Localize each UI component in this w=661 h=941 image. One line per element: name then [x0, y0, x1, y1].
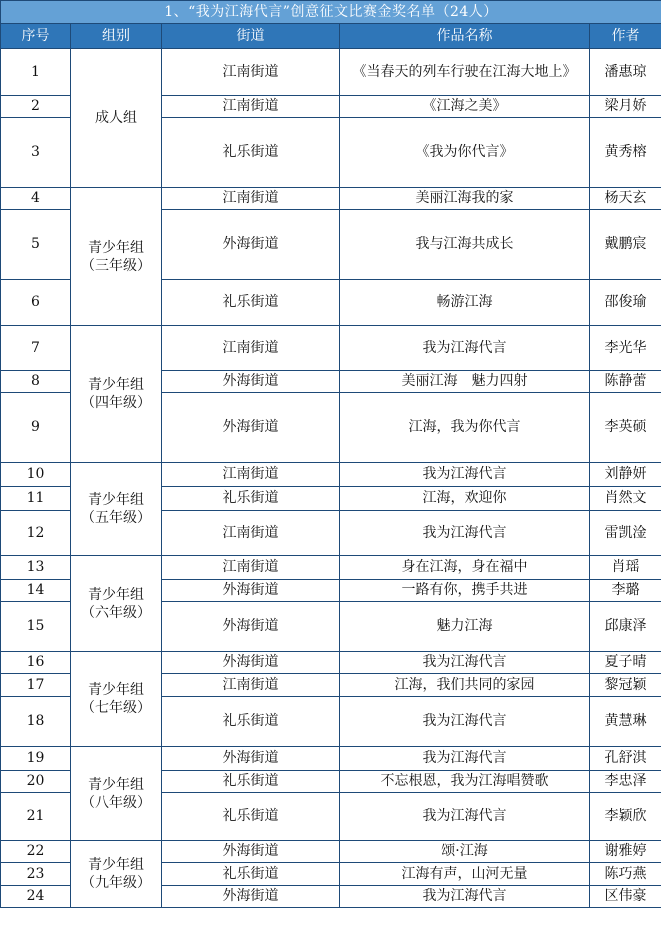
table-row [1, 556, 661, 580]
work-title-cell: 魅力江海 [340, 602, 590, 652]
group-level: （三年级） [81, 257, 151, 274]
work-title-cell: 我为江海代言 [340, 886, 590, 908]
group-name: 青少年组 [88, 776, 144, 793]
group-name: 青少年组 [88, 857, 144, 873]
author-cell: 黎冠颖 [590, 674, 661, 697]
group-cell [71, 652, 162, 747]
street-cell: 外海街道 [162, 747, 340, 771]
group-cell [71, 747, 162, 841]
author-cell: 李璐 [590, 580, 661, 602]
row-number: 10 [1, 463, 71, 487]
work-title-cell: 我为江海代言 [340, 652, 590, 674]
work-title-cell: 颂·江海 [340, 841, 590, 863]
street-cell: 江南街道 [162, 49, 340, 96]
table-row [1, 747, 661, 771]
work-title-cell: 《我为你代言》 [340, 118, 590, 188]
author-cell: 肖然文 [590, 487, 661, 511]
author-cell: 李颖欣 [590, 793, 661, 841]
street-cell: 外海街道 [162, 602, 340, 652]
author-cell: 李英硕 [590, 393, 661, 463]
street-cell: 江南街道 [162, 511, 340, 556]
street-cell: 外海街道 [162, 841, 340, 863]
author-cell: 夏子晴 [590, 652, 661, 674]
table-row [1, 652, 661, 674]
work-title-cell: 江海，我为你代言 [340, 393, 590, 463]
work-title-cell: 不忘根恩，我为江海唱赞歌 [340, 771, 590, 793]
work-title-cell: 美丽江海 魅力四射 [340, 371, 590, 393]
author-cell: 陈巧燕 [590, 863, 661, 886]
row-number: 3 [1, 118, 71, 188]
group-cell [71, 188, 162, 326]
work-title-cell: 身在江海，身在福中 [340, 556, 590, 580]
author-cell: 杨天玄 [590, 188, 661, 210]
group-level: （七年级） [81, 700, 151, 716]
row-number: 6 [1, 280, 71, 326]
row-number: 13 [1, 556, 71, 580]
row-number: 22 [1, 841, 71, 863]
author-cell: 黄慧琳 [590, 697, 661, 747]
street-cell: 外海街道 [162, 371, 340, 393]
row-number: 20 [1, 771, 71, 793]
author-cell: 邱康泽 [590, 602, 661, 652]
work-title-cell: 江海，我们共同的家园 [340, 674, 590, 697]
group-name: 青少年组 [88, 377, 144, 393]
column-header-street: 街道 [162, 24, 340, 49]
table-title: 1、“我为江海代言”创意征文比赛金奖名单（24人） [1, 1, 661, 24]
street-cell: 江南街道 [162, 463, 340, 487]
author-cell: 黄秀榕 [590, 118, 661, 188]
group-level: （四年级） [81, 395, 151, 411]
street-cell: 外海街道 [162, 886, 340, 908]
column-header-work: 作品名称 [340, 24, 590, 49]
author-cell: 肖瑶 [590, 556, 661, 580]
row-number: 14 [1, 580, 71, 602]
group-cell [71, 49, 162, 188]
row-number: 4 [1, 188, 71, 210]
work-title-cell: 江海，欢迎你 [340, 487, 590, 511]
group-cell [71, 556, 162, 652]
row-number: 1 [1, 49, 71, 96]
street-cell: 礼乐街道 [162, 863, 340, 886]
street-cell: 江南街道 [162, 674, 340, 697]
row-number: 7 [1, 326, 71, 371]
row-number: 24 [1, 886, 71, 908]
work-title-cell: 我为江海代言 [340, 747, 590, 771]
group-name: 青少年组 [88, 682, 144, 698]
street-cell: 外海街道 [162, 393, 340, 463]
street-cell: 礼乐街道 [162, 118, 340, 188]
work-title-cell: 美丽江海我的家 [340, 188, 590, 210]
street-cell: 江南街道 [162, 556, 340, 580]
table-row [1, 841, 661, 863]
street-cell: 礼乐街道 [162, 487, 340, 511]
group-cell [71, 463, 162, 556]
title-row [1, 1, 661, 24]
work-title-cell: 《江海之美》 [340, 96, 590, 118]
group-level: （六年级） [81, 604, 151, 621]
group-name: 青少年组 [88, 586, 144, 603]
work-title-cell: 《当春天的列车行驶在江海大地上》 [340, 49, 590, 96]
work-title-cell: 畅游江海 [340, 280, 590, 326]
work-title-cell: 一路有你，携手共进 [340, 580, 590, 602]
column-header-number: 序号 [1, 24, 71, 49]
street-cell: 礼乐街道 [162, 793, 340, 841]
author-cell: 李光华 [590, 326, 661, 371]
street-cell: 外海街道 [162, 580, 340, 602]
group-level: （九年级） [81, 875, 151, 891]
group-cell [71, 841, 162, 908]
street-cell: 礼乐街道 [162, 771, 340, 793]
street-cell: 礼乐街道 [162, 697, 340, 747]
row-number: 5 [1, 210, 71, 280]
row-number: 8 [1, 371, 71, 393]
group-level: （八年级） [81, 794, 151, 811]
table-row [1, 326, 661, 371]
author-cell: 梁月娇 [590, 96, 661, 118]
table-row [1, 49, 661, 96]
row-number: 18 [1, 697, 71, 747]
work-title-cell: 我为江海代言 [340, 511, 590, 556]
street-cell: 江南街道 [162, 188, 340, 210]
row-number: 17 [1, 674, 71, 697]
street-cell: 礼乐街道 [162, 280, 340, 326]
street-cell: 外海街道 [162, 652, 340, 674]
author-cell: 区伟豪 [590, 886, 661, 908]
group-name: 青少年组 [88, 492, 144, 508]
author-cell: 陈静蕾 [590, 371, 661, 393]
row-number: 11 [1, 487, 71, 511]
work-title-cell: 我为江海代言 [340, 793, 590, 841]
author-cell: 谢雅婷 [590, 841, 661, 863]
table-row [1, 463, 661, 487]
column-header-author: 作者 [590, 24, 661, 49]
street-cell: 外海街道 [162, 210, 340, 280]
row-number: 21 [1, 793, 71, 841]
row-number: 23 [1, 863, 71, 886]
author-cell: 邵俊瑜 [590, 280, 661, 326]
street-cell: 江南街道 [162, 96, 340, 118]
author-cell: 雷凯淦 [590, 511, 661, 556]
work-title-cell: 我为江海代言 [340, 697, 590, 747]
work-title-cell: 江海有声，山河无量 [340, 863, 590, 886]
header-row [1, 24, 661, 49]
row-number: 16 [1, 652, 71, 674]
work-title-cell: 我为江海代言 [340, 326, 590, 371]
table-row [1, 188, 661, 210]
group-cell [71, 326, 162, 463]
author-cell: 李忠泽 [590, 771, 661, 793]
author-cell: 孔舒淇 [590, 747, 661, 771]
street-cell: 江南街道 [162, 326, 340, 371]
row-number: 2 [1, 96, 71, 118]
row-number: 15 [1, 602, 71, 652]
group-name: 成人组 [95, 110, 137, 126]
work-title-cell: 我与江海共成长 [340, 210, 590, 280]
row-number: 19 [1, 747, 71, 771]
column-header-group: 组别 [71, 24, 162, 49]
group-level: （五年级） [81, 510, 151, 526]
table-body [1, 49, 661, 908]
author-cell: 戴鹏宸 [590, 210, 661, 280]
group-name: 青少年组 [88, 239, 144, 256]
row-number: 9 [1, 393, 71, 463]
author-cell: 潘惠琼 [590, 49, 661, 96]
author-cell: 刘静妍 [590, 463, 661, 487]
row-number: 12 [1, 511, 71, 556]
work-title-cell: 我为江海代言 [340, 463, 590, 487]
